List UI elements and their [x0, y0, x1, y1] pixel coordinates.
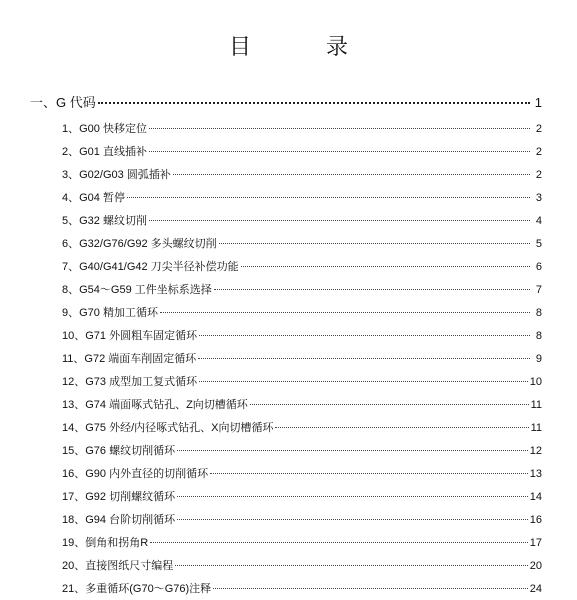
toc-entry[interactable] [62, 511, 542, 531]
toc-entry-label: 11、G72 端面车削固定循环 [62, 353, 197, 365]
toc-entry-label: 12、G73 成型加工复式循环 [62, 376, 198, 388]
toc-leader-dots [219, 242, 530, 244]
toc-entry[interactable] [62, 580, 542, 600]
toc-page-number: 11 [530, 399, 542, 411]
toc-page-number: 8 [535, 330, 542, 342]
toc-section-label: 一、G 代码 [30, 95, 96, 110]
toc-page-number: 24 [529, 583, 542, 595]
toc-entry[interactable] [62, 488, 542, 508]
toc-page-number: 6 [535, 261, 542, 273]
toc-entry-label: 8、G54～G59 工件坐标系选择 [62, 284, 212, 296]
toc-page-number: 7 [535, 284, 542, 296]
toc-entry[interactable] [62, 465, 542, 485]
toc-page-number: 4 [535, 215, 542, 227]
toc-page-number: 1 [534, 95, 542, 110]
toc-entry-label: 20、直接图纸尺寸编程 [62, 560, 174, 572]
toc-leader-dots [149, 127, 530, 129]
toc-entry-label: 1、G00 快移定位 [62, 123, 147, 135]
toc-entry-label: 10、G71 外圆粗车固定循环 [62, 330, 198, 342]
toc-entry[interactable] [62, 373, 542, 393]
toc-page-number: 9 [535, 353, 542, 365]
toc-entry[interactable] [62, 304, 542, 324]
toc-leader-dots [213, 587, 528, 589]
toc-entry-label: 21、多重循环(G70～G76)注释 [62, 583, 212, 595]
toc-leader-dots [149, 219, 530, 221]
toc-entry[interactable] [62, 557, 542, 577]
toc-leader-dots [160, 311, 530, 313]
toc-page-number: 10 [529, 376, 542, 388]
toc-leader-dots [177, 518, 528, 520]
toc-page-number: 12 [529, 445, 542, 457]
toc-page-number: 8 [535, 307, 542, 319]
page-title: 目 录 [229, 35, 382, 60]
toc-entry[interactable] [62, 281, 542, 301]
toc-leader-dots [214, 288, 530, 290]
toc-entry[interactable] [62, 396, 542, 416]
toc-entry-label: 9、G70 精加工循环 [62, 307, 158, 319]
toc-leader-dots [275, 426, 528, 428]
toc-entry-label: 6、G32/G76/G92 多头螺纹切削 [62, 238, 217, 250]
toc-page-number: 11 [530, 422, 542, 434]
toc-page-number: 2 [535, 169, 542, 181]
toc-entry-label: 18、G94 台阶切削循环 [62, 514, 176, 526]
toc-leader-dots [177, 449, 528, 451]
toc-entry[interactable] [62, 258, 542, 278]
toc-page-number: 3 [535, 192, 542, 204]
toc-page-number: 14 [529, 491, 542, 503]
toc-entry-label: 2、G01 直线插补 [62, 146, 147, 158]
toc-entry-label: 19、倒角和拐角R [62, 537, 149, 549]
toc-entry[interactable] [62, 442, 542, 462]
toc-leader-dots [150, 541, 528, 543]
toc-entry[interactable] [62, 212, 542, 232]
toc-page-number: 20 [529, 560, 542, 572]
toc-entry-label: 3、G02/G03 圆弧插补 [62, 169, 171, 181]
toc-page-number: 2 [535, 123, 542, 135]
toc-leader-dots [199, 380, 528, 382]
toc-entry-label: 4、G04 暂停 [62, 192, 125, 204]
toc-entry[interactable] [62, 143, 542, 163]
toc-entry-label: 7、G40/G41/G42 刀尖半径补偿功能 [62, 261, 239, 273]
toc-entry[interactable] [62, 120, 542, 140]
toc-entry[interactable] [62, 327, 542, 347]
toc-page-number: 2 [535, 146, 542, 158]
toc-page-number: 5 [535, 238, 542, 250]
toc-leader-dots [177, 495, 528, 497]
toc-entry-label: 15、G76 螺纹切削循环 [62, 445, 176, 457]
toc-leader-dots [175, 564, 528, 566]
toc-leader-dots [199, 334, 530, 336]
toc-leader-dots [250, 403, 529, 405]
toc-entry-label: 14、G75 外经/内径啄式钻孔、X向切槽循环 [62, 422, 274, 434]
toc-leader-dots [127, 196, 530, 198]
toc-page-number: 17 [529, 537, 542, 549]
toc-page-number: 13 [529, 468, 542, 480]
toc-leader-dots [210, 472, 528, 474]
toc-leader-dots [198, 357, 530, 359]
toc-entry[interactable] [62, 350, 542, 370]
toc-entry-label: 5、G32 螺纹切削 [62, 215, 147, 227]
toc-page-number: 16 [529, 514, 542, 526]
toc-entry[interactable] [62, 235, 542, 255]
toc-entry-label: 16、G90 内外直径的切削循环 [62, 468, 209, 480]
toc-entry-label: 13、G74 端面啄式钻孔、Z向切槽循环 [62, 399, 248, 411]
toc-entry-label: 17、G92 切削螺纹循环 [62, 491, 176, 503]
toc-leader-dots [173, 173, 530, 175]
toc-section-g-codes[interactable] [30, 92, 542, 114]
toc-leader-dots [98, 101, 530, 104]
toc-leader-dots [149, 150, 530, 152]
toc-entry[interactable] [62, 189, 542, 209]
toc-leader-dots [241, 265, 530, 267]
toc-entry[interactable] [62, 166, 542, 186]
toc-entry[interactable] [62, 419, 542, 439]
toc-entry[interactable] [62, 534, 542, 554]
